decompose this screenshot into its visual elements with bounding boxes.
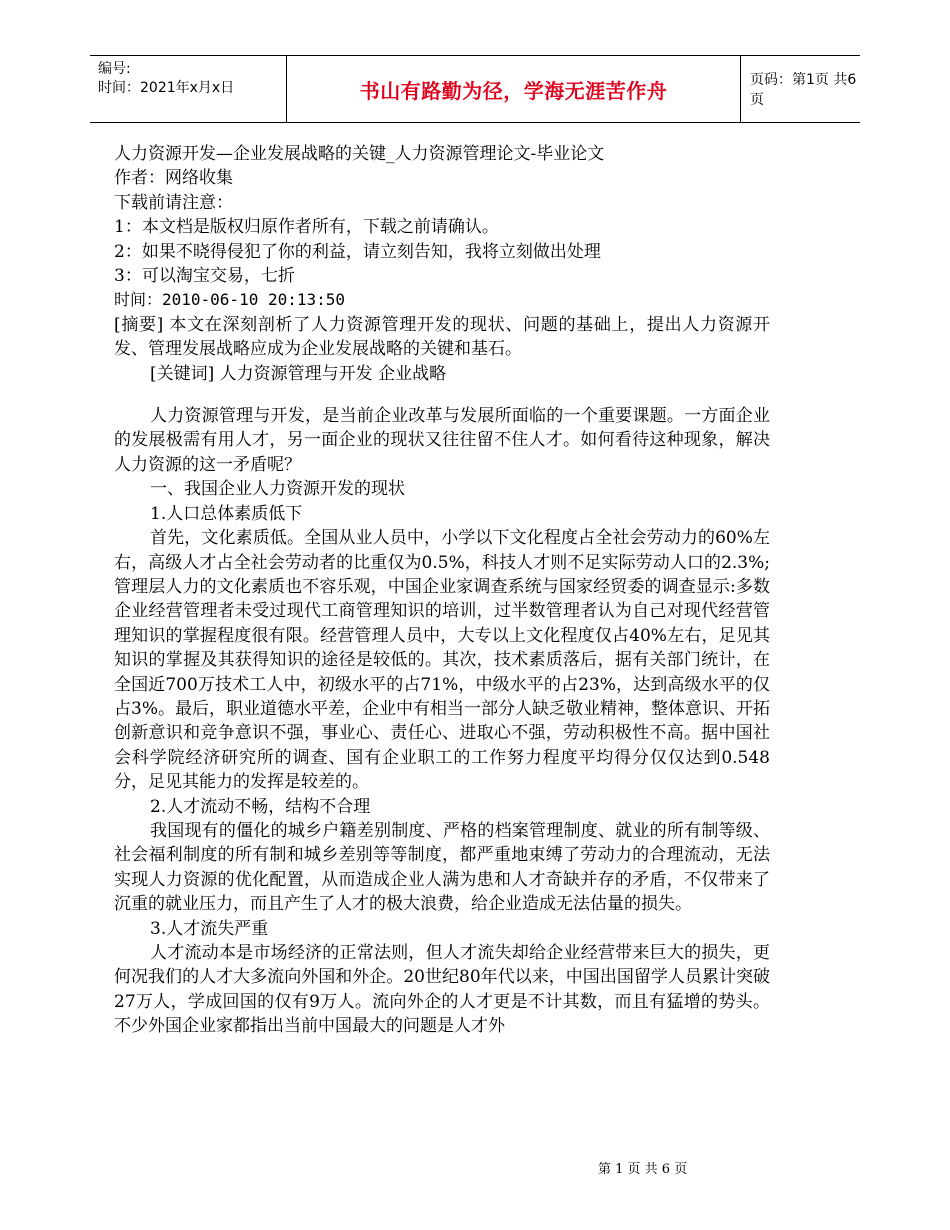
- header-page-info: 页码：第1页 共6页: [750, 72, 857, 108]
- document-header: [90, 55, 860, 123]
- doc-author: 作者：网络收集: [114, 168, 233, 189]
- header-meta: [98, 60, 286, 98]
- subsection-heading: 1.人口总体素质低下: [150, 503, 303, 524]
- notice-item: 3：可以淘宝交易，七折: [114, 266, 295, 287]
- doc-time: 时间：2010-06-10 20:13:50: [114, 290, 346, 310]
- page-footer: 第 1 页 共 6 页: [598, 1162, 688, 1177]
- notice-item: 2：如果不晓得侵犯了你的利益，请立刻告知，我将立刻做出处理: [114, 241, 601, 262]
- doc-title: 人力资源开发—企业发展战略的关键_人力资源管理论文-毕业论文: [114, 144, 605, 164]
- header-divider: [740, 56, 741, 122]
- keywords: [关键词] 人力资源管理与开发 企业战略: [150, 363, 447, 384]
- body-paragraph: 首先，文化素质低。全国从业人员中，小学以下文化程度占全社会劳动力的60%左右，高级人才占全社会劳动者的比重仅为0.5%，科技人才则不足实际劳动人口的2.3%;管理层人力的文化素质也不容乐观，中国企业家调查系统与国家经贸委的调查显示:多数企业经营管理者未受过现代工商管理知识的培训，过半数管理者认为自己对现代经营管理知识的掌握程度很有限。经营管理人员中，大专以上文化程度仅占40%左右，足见其知识的掌握及其获得知识的途径是较低的。其次，技术素质落后，据有关部门统计，在全国近700万技术工人中，初级水平的占71%，中级水平的占23%，达到高级水平的仅占3%。最后，职业道德水平差，企业中有相当一部分人缺乏敬业精神，整体意识、开拓创新意识和竞争意识不强，事业心、责任心、进取心不强，劳动积极性不高。据中国社会科学院经济研究所的调查、国有企业职工的工作努力程度平均得分仅仅达到0.548分，足见其能力的发挥是较差的。: [114, 528, 770, 793]
- body-paragraph: 我国现有的僵化的城乡户籍差别制度、严格的档案管理制度、就业的所有制等级、社会福利制度的所有制和城乡差别等等制度，都严重地束缚了劳动力的合理流动，无法实现人力资源的优化配置，从而造成企业人满为患和人才奇缺并存的矛盾，不仅带来了沉重的就业压力，而且产生了人才的极大浪费，给企业造成无法估量的损失。: [114, 820, 770, 915]
- abstract: [摘要] 本文在深刻剖析了人力资源管理开发的现状、问题的基础上，提出人力资源开发、管理发展战略应成为企业发展战略的关键和基石。: [114, 314, 770, 360]
- intro-paragraph: 人力资源管理与开发，是当前企业改革与发展所面临的一个重要课题。一方面企业的发展极需有用人才，另一面企业的现状又往往留不住人才。如何看待这种现象，解决人力资源的这一矛盾呢？: [114, 406, 770, 475]
- number-label: 编号:: [98, 61, 131, 77]
- subsection-heading: 2.人才流动不畅，结构不合理: [150, 796, 371, 817]
- body-paragraph: 人才流动本是市场经济的正常法则，但人才流失却给企业经营带来巨大的损失，更何况我们的人才大多流向外国和外企。20世纪80年代以来，中国出国留学人员累计突破27万人，学成回国的仅有9万人。流向外企的人才更是不计其数，而且有猛增的势头。不少外国企业家都指出当前中国最大的问题是人才外: [114, 943, 770, 1037]
- header-motto: 书山有路勤为径，学海无涯苦作舟: [359, 78, 668, 103]
- notice-heading: 下载前请注意：: [114, 192, 233, 213]
- section-heading: 一、我国企业人力资源开发的现状: [150, 479, 405, 500]
- subsection-heading: 3.人才流失严重: [150, 918, 269, 939]
- time-label: 时间：2021年x月x日: [98, 80, 235, 96]
- document-body: [114, 142, 770, 1039]
- spacer: [114, 386, 770, 404]
- notice-item: 1：本文档是版权归原作者所有，下载之前请确认。: [114, 217, 499, 238]
